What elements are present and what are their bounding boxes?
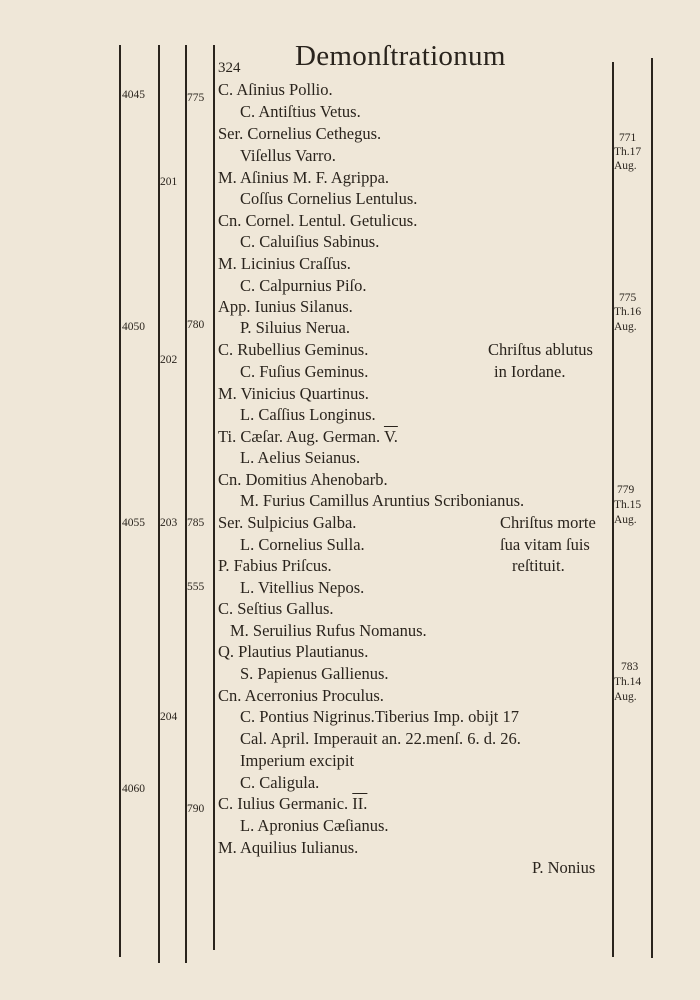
consul-line: Coſſus Cornelius Lentulus. <box>240 189 418 208</box>
consul-line <box>218 794 367 814</box>
consul-line: C. Pontius Nigrinus.Tiberius Imp. obijt 17 <box>240 707 520 726</box>
consul-line: M. Vinicius Quartinus. <box>218 384 369 403</box>
consul-line: App. Iunius Silanus. <box>218 297 353 316</box>
consul-name: C. Iulius Germanic. <box>218 794 349 813</box>
consul-line: M. Licinius Craſſus. <box>218 254 351 273</box>
catchword: P. Nonius <box>532 858 596 877</box>
consul-line: L. Apronius Cæſianus. <box>240 816 389 835</box>
right-margin-month: Aug. <box>614 160 637 172</box>
margin-auc: 780 <box>187 319 205 331</box>
consul-line: Q. Plautius Plautianus. <box>218 642 369 661</box>
consul-line: S. Papienus Gallienus. <box>240 664 389 683</box>
note-baptism: in Iordane. <box>494 362 566 381</box>
rule-text-left <box>213 45 215 950</box>
note-baptism: Chriſtus ablutus <box>488 340 593 359</box>
consul-line: P. Fabius Priſcus. <box>218 556 332 575</box>
margin-auc: 790 <box>187 803 205 815</box>
margin-year-a: 4045 <box>122 89 145 101</box>
consul-name: Ti. Cæſar. Aug. German. <box>218 427 381 446</box>
consul-line: Cal. April. Imperauit an. 22.menſ. 6. d. 26. <box>240 729 521 748</box>
right-margin-th: Th.14 <box>614 676 642 688</box>
consul-line: M. Aquilius Iulianus. <box>218 838 359 857</box>
page-title: Demonſtrationum <box>295 40 506 72</box>
right-margin-month: Aug. <box>614 321 637 333</box>
consulship-numeral: V. <box>383 427 398 446</box>
consul-line: P. Siluius Nerua. <box>240 318 351 337</box>
consul-line: C. Antiſtius Vetus. <box>240 102 361 121</box>
consul-line: M. Furius Camillus Aruntius Scribonianus. <box>240 491 525 510</box>
consul-line: Ser. Sulpicius Galba. <box>218 513 357 532</box>
consulship-numeral: II. <box>352 794 368 813</box>
consul-line <box>218 427 398 447</box>
rule-right-outer <box>651 58 653 958</box>
margin-auc: 775 <box>187 92 205 104</box>
consul-line: Cn. Cornel. Lentul. Getulicus. <box>218 211 418 230</box>
right-margin-th: Th.16 <box>614 306 642 318</box>
consul-line: Ser. Cornelius Cethegus. <box>218 124 382 143</box>
consul-line: M. Seruilius Rufus Nomanus. <box>230 621 427 640</box>
right-margin-year: 779 <box>617 484 635 496</box>
note-death: ſua vitam ſuis <box>500 535 590 554</box>
note-death: reſtituit. <box>512 556 565 575</box>
consul-line: Imperium excipit <box>240 751 355 770</box>
consul-line: C. Caluiſius Sabinus. <box>240 232 380 251</box>
margin-olympiad: 202 <box>160 354 178 366</box>
margin-olympiad: 201 <box>160 176 178 188</box>
right-margin-month: Aug. <box>614 691 637 703</box>
consul-line: Cn. Domitius Ahenobarb. <box>218 470 388 489</box>
note-death: Chriſtus morte <box>500 513 596 532</box>
right-margin-th: Th.17 <box>614 146 642 158</box>
consul-line: C. Caligula. <box>240 773 320 792</box>
right-margin-month: Aug. <box>614 514 637 526</box>
page-number: 324 <box>218 60 241 76</box>
rule-left-c <box>185 45 187 963</box>
margin-year-a: 4050 <box>122 321 145 333</box>
margin-auc: 785 <box>187 517 205 529</box>
consul-line: C. Rubellius Geminus. <box>218 340 369 359</box>
margin-year-a: 4060 <box>122 783 145 795</box>
rule-left-outer <box>119 45 121 957</box>
consul-line: M. Aſinius M. F. Agrippa. <box>218 168 390 187</box>
margin-auc: 555 <box>187 581 205 593</box>
consul-line: C. Fuſius Geminus. <box>240 362 369 381</box>
consul-line: L. Cornelius Sulla. <box>240 535 365 554</box>
consul-line: C. Aſinius Pollio. <box>218 80 333 99</box>
margin-year-a: 4055 <box>122 517 145 529</box>
right-margin-year: 771 <box>619 132 637 144</box>
margin-olympiad: 204 <box>160 711 178 723</box>
consul-line: C. Calpurnius Piſo. <box>240 276 367 295</box>
consul-line: Viſellus Varro. <box>240 146 336 165</box>
consul-line: C. Seſtius Gallus. <box>218 599 334 618</box>
right-margin-th: Th.15 <box>614 499 642 511</box>
margin-olympiad: 203 <box>160 517 178 529</box>
consul-line: Cn. Acerronius Proculus. <box>218 686 384 705</box>
consul-line: L. Vitellius Nepos. <box>240 578 365 597</box>
right-margin-year: 783 <box>621 661 639 673</box>
consul-line: L. Aelius Seianus. <box>240 448 361 467</box>
right-margin-year: 775 <box>619 292 637 304</box>
consul-line: L. Caſſius Longinus. <box>240 405 376 424</box>
